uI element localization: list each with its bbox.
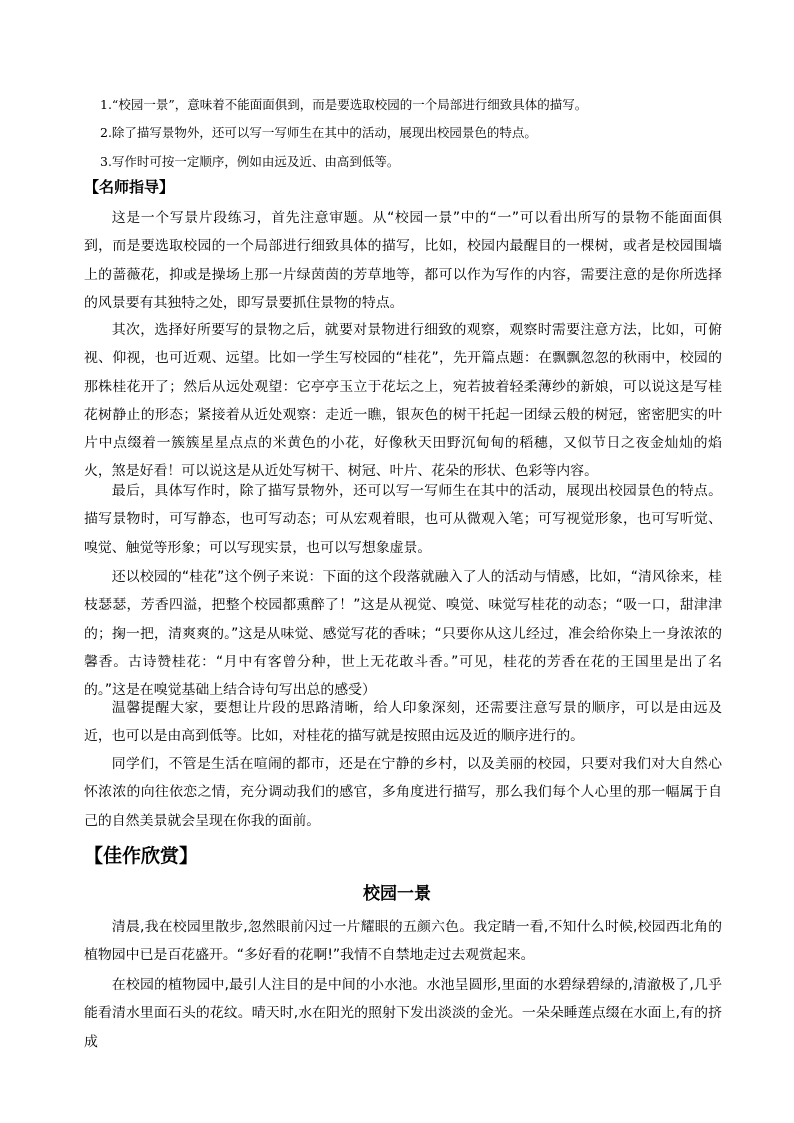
guidance-paragraph-1: 这是一个写景片段练习，首先注意审题。从“校园一景”中的“一”可以看出所写的景物不能面面俱到，而是要选取校园的一个局部进行细致具体的描写，比如，校园内最醒目的一棵树，或者是校园围墙上的蔷薇花，抑或是操场上那一片绿茵茵的芳草地等，都可以作为写作的内容，需要注意的是你所选择的风景要有其独特之处，即写景要抓住景物的特点。 (84, 210, 722, 311)
appreciation-heading: 【佳作欣赏】 (84, 845, 199, 867)
essay-paragraph-2: 在校园的植物园中,最引人注目的是中间的小水池。水池呈圆形,里面的水碧绿碧绿的,清澈极了,几乎能看清水里面石头的花纹。晴天时,水在阳光的照射下发出淡淡的金光。一朵朵睡莲点缀在水面上,有的挤成 (84, 977, 722, 1050)
tip-item-3: 3.写作时可按一定顺序，例如由远及近、由高到低等。 (100, 154, 400, 169)
guidance-paragraph-4: 还以校园的“桂花”这个例子来说：下面的这个段落就融入了人的活动与情感，比如，“清风徐来，桂枝瑟瑟，芳香四溢，把整个校园都熏醉了！”这是从视觉、嗅觉、味觉写桂花的动态；“吸一口，甜津津的；掬一把，清爽爽的。”这是从味觉、感觉写花的香味；“只要你从这儿经过，准会给你染上一身浓浓的馨香。古诗赞桂花：“月中有客曾分种，世上无花敢斗香。”可见，桂花的芳香在花的王国里是出了名的。”这是在嗅觉基础上结合诗句写出总的感受） (84, 569, 722, 699)
essay-title: 校园一景 (363, 884, 431, 904)
tip-item-2: 2.除了描写景物外，还可以写一写师生在其中的活动，展现出校园景色的特点。 (100, 125, 537, 140)
guidance-paragraph-5: 温馨提醒大家，要想让片段的思路清晰，给人印象深刻，还需要注意写景的顺序，可以是由远及近，也可以是由高到低等。比如，对桂花的描写就是按照由远及近的顺序进行的。 (84, 700, 722, 745)
guidance-paragraph-3: 最后，具体写作时，除了描写景物外，还可以写一写师生在其中的活动，展现出校园景色的特点。描写景物时，可写静态，也可写动态；可从宏观着眼，也可从微观入笔；可写视觉形象，也可写听觉、嗅觉、触觉等形象；可以写现实景，也可以写想象虚景。 (84, 483, 722, 556)
tip-item-1: 1.“校园一景”，意味着不能面面俱到，而是要选取校园的一个局部进行细致具体的描写。 (100, 97, 588, 112)
guidance-heading: 【名师指导】 (84, 178, 175, 196)
essay-paragraph-1: 清晨,我在校园里散步,忽然眼前闪过一片耀眼的五颜六色。我定睛一看,不知什么时候,校园西北角的植物园中已是百花盛开。“多好看的花啊!”我情不自禁地走过去观赏起来。 (84, 919, 722, 964)
guidance-paragraph-2: 其次，选择好所要写的景物之后，就要对景物进行细致的观察，观察时需要注意方法，比如，可俯视、仰视，也可近观、远望。比如一学生写校园的“桂花”，先开篇点题：在飘飘忽忽的秋雨中，校园的那株桂花开了；然后从远处观望：它亭亭玉立于花坛之上，宛若披着轻柔薄纱的新娘，可以说这是写桂花树静止的形态；紧接着从近处观察：走近一瞧，银灰色的树干托起一团绿云般的树冠，密密肥实的叶片中点缀着一簇簇星星点点的米黄色的小花，好像秋天田野沉甸甸的稻穗，又似节日之夜金灿灿的焰火，煞是好看！可以说这是从近处写树干、树冠、叶片、花朵的形状、色彩等内容。 (84, 322, 722, 480)
guidance-paragraph-6: 同学们，不管是生活在喧闹的都市，还是在宁静的乡村，以及美丽的校园，只要对我们对大自然心怀浓浓的向往依恋之情，充分调动我们的感官，多角度进行描写，那么我们每个人心里的那一幅属于自己的自然美景就会呈现在你我的面前。 (84, 756, 722, 829)
